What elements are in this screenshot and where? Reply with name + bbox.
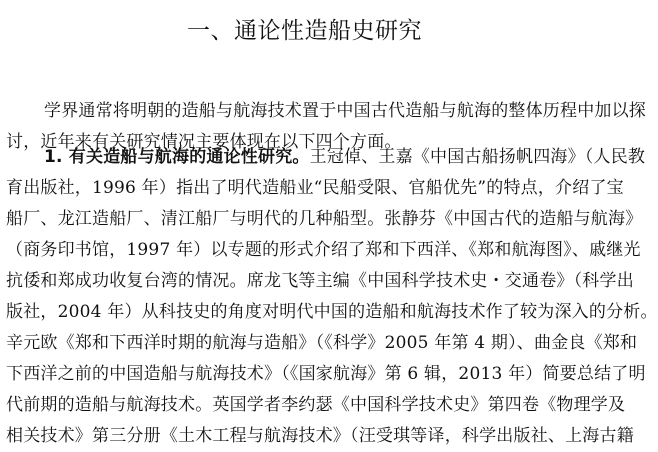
paragraph-line: 育出版社，1996 年）指出了明代造船业“民船受限、官船优先”的特点，介绍了宝 xyxy=(6,178,624,198)
paragraph-line: 船厂、龙江造船厂、清江船厂与明代的几种船型。张静芬《中国古代的造船与航海》 xyxy=(6,209,643,229)
paragraph-line: 讨，近年来有关研究情况主要体现在以下四个方面。 xyxy=(6,132,402,152)
paragraph-line: 抗倭和郑成功收复台湾的情况。席龙飞等主编《中国科学技术史・交通卷》（科学出 xyxy=(6,271,634,291)
paragraph-line: 下西洋之前的中国造船与航海技术》（《国家航海》第 6 辑，2013 年）简要总结了明 xyxy=(6,364,646,384)
body-paragraph xyxy=(6,142,658,452)
paragraph-line: （商务印书馆，1997 年）以专题的形式介绍了郑和下西洋、《郑和航海图》、戚继光 xyxy=(6,240,641,260)
section-heading: 一、通论性造船史研究 xyxy=(187,18,422,44)
paragraph-line xyxy=(6,142,646,173)
paragraph-line: 相关技术》第三分册《土木工程与航海技术》（汪受琪等译，科学出版社、上海古籍 xyxy=(6,426,634,446)
paragraph-line-text: 王冠倬、王嘉《中国古船扬帆四海》（人民教 xyxy=(309,147,646,167)
paragraph-line: 辛元欧《郑和下西洋时期的航海与造船》（《科学》2005 年第 4 期）、曲金良《郑和 xyxy=(6,333,638,353)
paragraph-line: 代前期的造船与航海技术。英国学者李约瑟《中国科学技术史》第四卷《物理学及 xyxy=(6,395,626,415)
paragraph-line: 学界通常将明朝的造船与航海技术置于中国古代造船与航海的整体历程中加以探 xyxy=(44,101,646,121)
bold-lead-text: 1. 有关造船与航海的通论性研究。 xyxy=(44,147,310,167)
paragraph-line: 版社，2004 年）从科技史的角度对明代中国的造船和航海技术作了较为深入的分析。 xyxy=(6,302,658,322)
